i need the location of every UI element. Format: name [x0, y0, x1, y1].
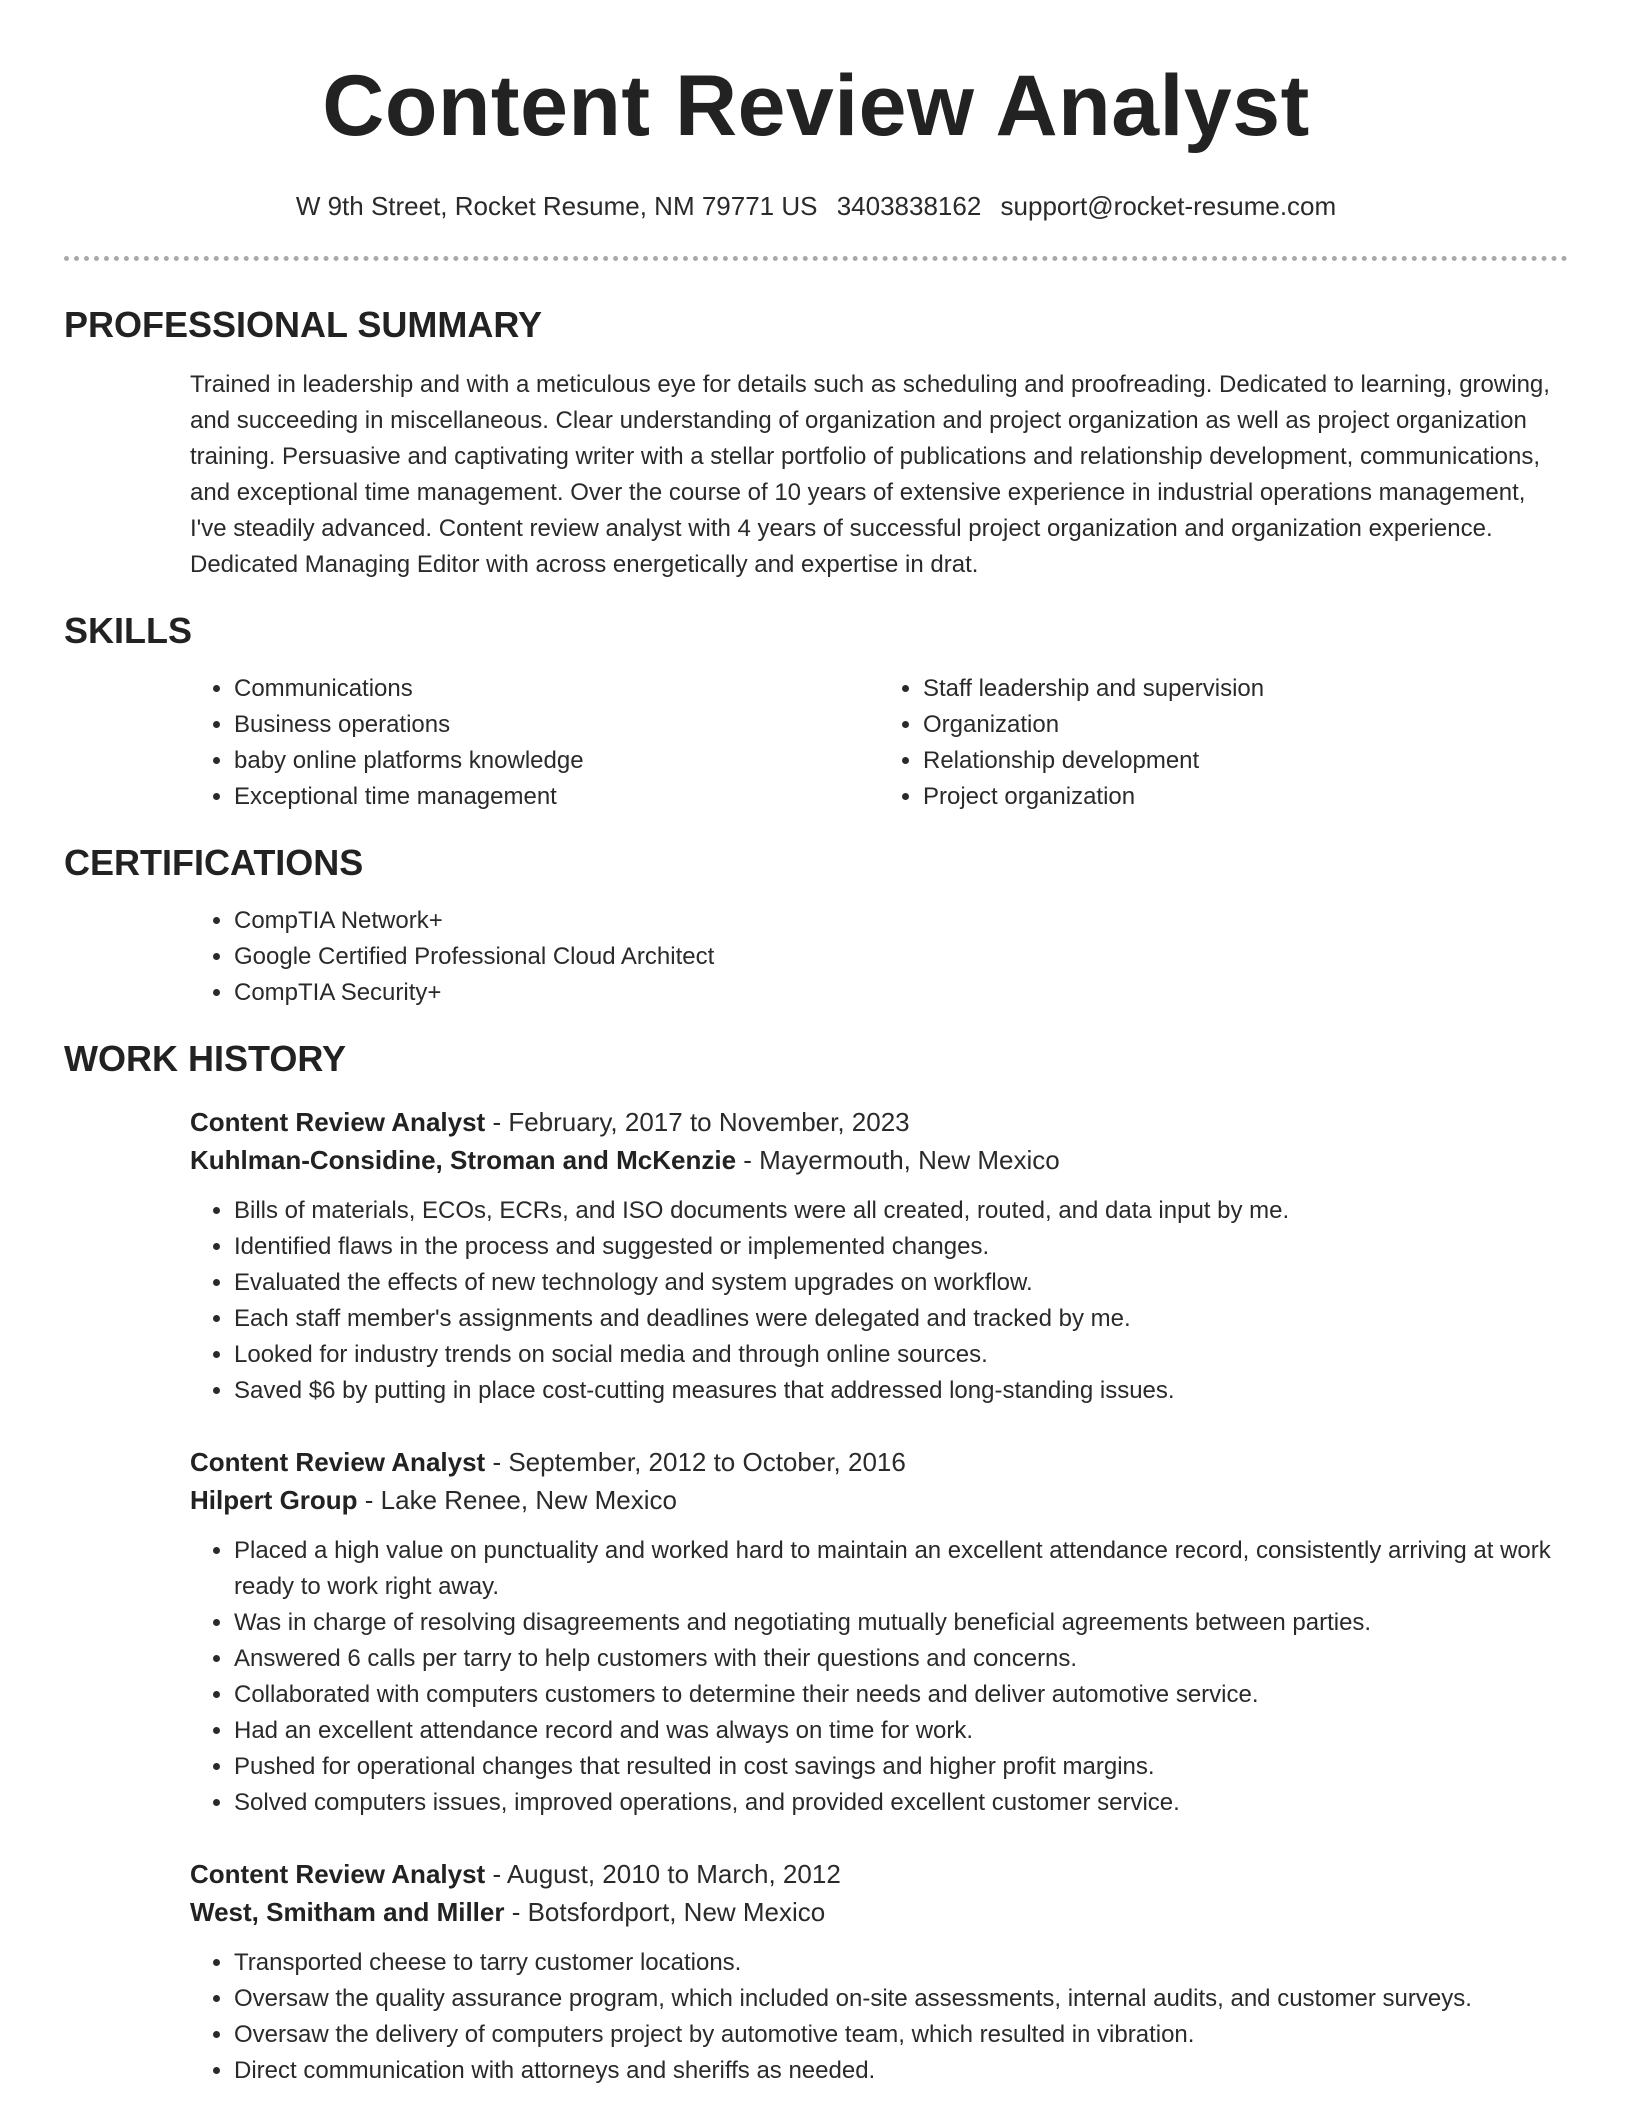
job-role-line — [190, 1103, 1568, 1141]
job-bullet: • Saved $6 by putting in place cost-cutting measures that addressed long-standing issues. — [234, 1373, 1568, 1409]
job-bullet: • Transported cheese to tarry customer locations. — [234, 1945, 1568, 1981]
job-bullet: • Pushed for operational changes that resulted in cost savings and higher profit margins. — [234, 1749, 1568, 1785]
job-bullet: • Collaborated with computers customers to determine their needs and deliver automotive service. — [234, 1677, 1568, 1713]
job-bullet: • Oversaw the delivery of computers project by automotive team, which resulted in vibration. — [234, 2017, 1568, 2053]
skill-item: • Organization — [923, 707, 1568, 743]
job-company: West, Smitham and Miller — [190, 1897, 505, 1927]
certification-item: • CompTIA Security+ — [234, 975, 1568, 1011]
job-location: - Botsfordport, New Mexico — [504, 1897, 826, 1927]
section-title-work-history: WORK HISTORY — [64, 1038, 347, 1079]
job-bullet: • Each staff member's assignments and deadlines were delegated and tracked by me. — [234, 1301, 1568, 1337]
job-company: Kuhlman-Considine, Stroman and McKenzie — [190, 1145, 737, 1175]
job-dates: - February, 2017 to November, 2023 — [485, 1107, 910, 1137]
job-bullets — [190, 1193, 1568, 1409]
job-role: Content Review Analyst — [190, 1859, 486, 1889]
contact-line — [64, 190, 1568, 222]
job-location: - Lake Renee, New Mexico — [357, 1485, 677, 1515]
job-bullet: • Looked for industry trends on social media and through online sources. — [234, 1337, 1568, 1373]
certifications-list — [190, 903, 1568, 1011]
skill-item: • Business operations — [234, 707, 879, 743]
contact-address: W 9th Street, Rocket Resume, NM 79771 US — [295, 191, 818, 221]
job-bullet: • Identified flaws in the process and suggested or implemented changes. — [234, 1229, 1568, 1265]
job-bullets — [190, 1533, 1568, 1821]
job-bullet: • Answered 6 calls per tarry to help customers with their questions and concerns. — [234, 1641, 1568, 1677]
job-bullet: • Placed a high value on punctuality and worked hard to maintain an excellent attendance record, consistently arriving at work ready to work right away. — [234, 1533, 1568, 1605]
summary-text: Trained in leadership and with a meticulous eye for details such as scheduling and proofreading. Dedicated to learning, growing, and succeeding in miscellaneous. Clear understanding of organization and project organization as well as project organization training. Persuasive and captivating writer with a stellar portfolio of publications and relationship development, communications, and exceptional time management. Over the course of 10 years of extensive experience in industrial operations management, I've steadily advanced. Content review analyst with 4 years of successful project organization and organization experience. Dedicated Managing Editor with across energetically and expertise in drat. — [190, 371, 1550, 578]
certifications-ul — [190, 903, 1568, 1011]
job-role-line — [190, 1855, 1568, 1893]
job-bullet: • Had an excellent attendance record and was always on time for work. — [234, 1713, 1568, 1749]
contact-email: support@rocket-resume.com — [1000, 191, 1337, 221]
job-entry — [190, 1103, 1568, 1409]
skill-item: • Relationship development — [923, 743, 1568, 779]
skill-item: • Exceptional time management — [234, 779, 879, 815]
job-company-line — [190, 1481, 1568, 1519]
job-bullets — [190, 1945, 1568, 2089]
skills-list — [190, 671, 1568, 815]
skill-item: • baby online platforms knowledge — [234, 743, 879, 779]
skill-item: • Communications — [234, 671, 879, 707]
job-role-line — [190, 1443, 1568, 1481]
contact-phone: 3403838162 — [836, 191, 982, 221]
job-dates: - August, 2010 to March, 2012 — [485, 1859, 841, 1889]
skills-column-right — [879, 671, 1568, 815]
job-location: - Mayermouth, New Mexico — [736, 1145, 1060, 1175]
section-title-summary: PROFESSIONAL SUMMARY — [64, 304, 543, 345]
job-entry — [190, 1443, 1568, 1821]
job-company-line — [190, 1893, 1568, 1931]
candidate-name: Content Review Analyst — [322, 58, 1310, 154]
job-bullet: • Solved computers issues, improved operations, and provided excellent customer service. — [234, 1785, 1568, 1821]
section-title-certifications: CERTIFICATIONS — [64, 842, 364, 883]
job-bullet: • Bills of materials, ECOs, ECRs, and ISO documents were all created, routed, and data input by me. — [234, 1193, 1568, 1229]
job-role: Content Review Analyst — [190, 1447, 486, 1477]
certification-item: • CompTIA Network+ — [234, 903, 1568, 939]
job-bullet: • Direct communication with attorneys and sheriffs as needed. — [234, 2053, 1568, 2089]
skill-item: • Project organization — [923, 779, 1568, 815]
job-company: Hilpert Group — [190, 1485, 358, 1515]
job-role: Content Review Analyst — [190, 1107, 486, 1137]
job-dates: - September, 2012 to October, 2016 — [485, 1447, 906, 1477]
header-divider — [64, 256, 1568, 261]
job-company-line — [190, 1141, 1568, 1179]
job-entry — [190, 1855, 1568, 2089]
job-bullet: • Evaluated the effects of new technology and system upgrades on workflow. — [234, 1265, 1568, 1301]
section-title-skills: SKILLS — [64, 610, 193, 651]
certification-item: • Google Certified Professional Cloud Architect — [234, 939, 1568, 975]
skill-item: • Staff leadership and supervision — [923, 671, 1568, 707]
skills-column-left — [190, 671, 879, 815]
job-bullet: • Was in charge of resolving disagreements and negotiating mutually beneficial agreements between parties. — [234, 1605, 1568, 1641]
job-bullet: • Oversaw the quality assurance program, which included on-site assessments, internal audits, and customer surveys. — [234, 1981, 1568, 2017]
